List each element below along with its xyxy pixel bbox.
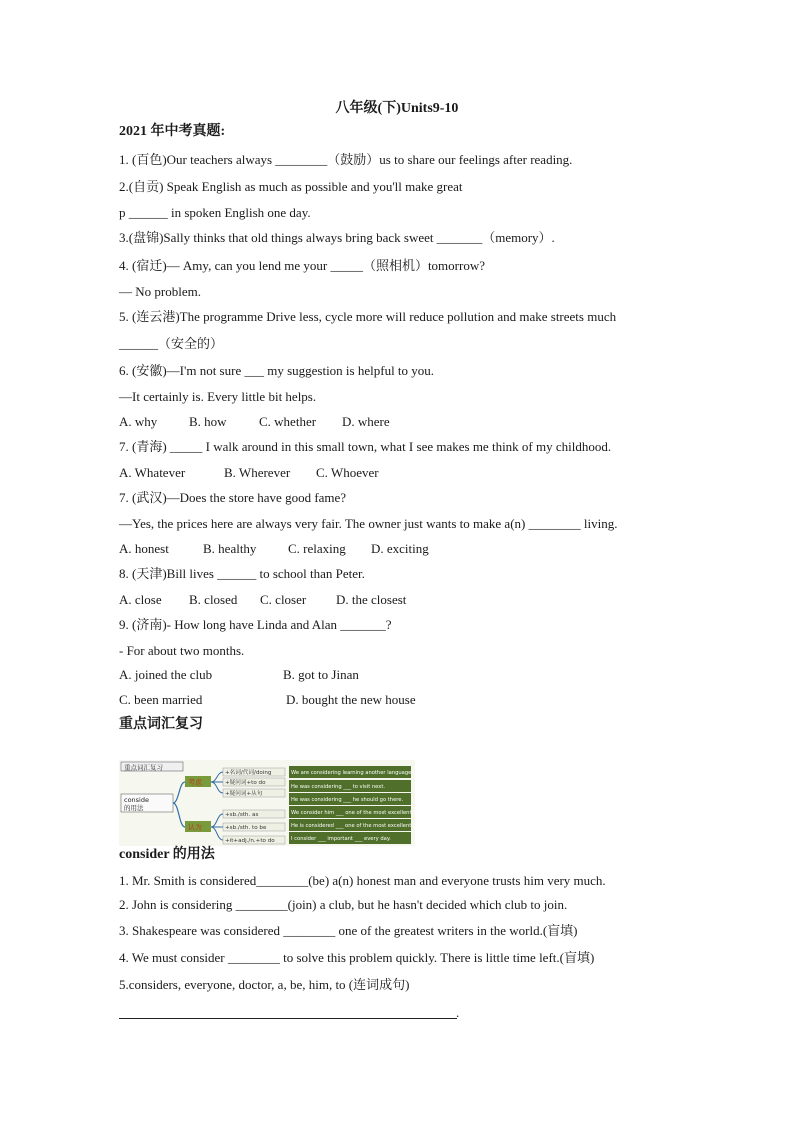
sub-item: +疑问词+to do: [225, 780, 266, 786]
consider-mind-map: [119, 760, 434, 846]
question-9-options-row-1: [119, 667, 359, 683]
question-6-line-2: —It certainly is. Every little bit helps.: [119, 389, 317, 404]
option: A. Whatever: [119, 465, 186, 480]
question-2-line-2: p ______ in spoken English one day.: [119, 205, 311, 220]
question-9-line-1: 9. (济南)- How long have Linda and Alan _______?: [119, 617, 392, 632]
sub-items: [223, 768, 285, 844]
root-label: conside: [124, 796, 149, 804]
option: C. Whoever: [316, 465, 379, 480]
question-7-line-1: 7. (青海) _____ I walk around in this small town, what I see makes me think of my childhood.: [119, 439, 612, 454]
option: B. how: [189, 414, 227, 429]
root-connector: [173, 782, 185, 827]
option: C. relaxing: [288, 541, 346, 556]
option: A. close: [119, 592, 162, 607]
section-heading-exam: 2021 年中考真题:: [119, 124, 226, 139]
question-8: 8. (天津)Bill lives ______ to school than Peter.: [119, 566, 365, 581]
branch-connector-2: [211, 814, 223, 840]
consider-question-3: 3. Shakespeare was considered ________ one of the greatest writers in the world.(盲填): [119, 923, 578, 938]
option: D. bought the new house: [286, 692, 416, 707]
question-7b-line-2: —Yes, the prices here are always very fair. The owner just wants to make a(n) ________ living.: [119, 516, 618, 531]
sub-item: +sb./sth. to be: [225, 825, 267, 831]
sub-item: +疑问词+从句: [225, 791, 263, 797]
option: A. joined the club: [119, 667, 213, 682]
question-7-options: [119, 465, 379, 481]
option: D. the closest: [336, 592, 407, 607]
question-6-options: [119, 414, 390, 430]
consider-question-1: 1. Mr. Smith is considered________(be) a(n) honest man and everyone trusts him very much.: [119, 873, 606, 888]
option: B. Wherever: [224, 465, 291, 480]
option: D. exciting: [371, 541, 429, 556]
option: C. whether: [259, 414, 317, 429]
mind-map-header: 重点词汇复习: [124, 763, 163, 772]
answer-line: [119, 1018, 457, 1019]
option: B. got to Jinan: [283, 667, 359, 682]
consider-question-5: 5.considers, everyone, doctor, a, be, him, to (连词成句): [119, 977, 410, 992]
example: We consider him ___ one of the most excellent players.: [291, 810, 434, 816]
branch-connector-1: [211, 772, 223, 793]
question-6-line-1: 6. (安徽)—I'm not sure ___ my suggestion is helpful to you.: [119, 363, 435, 378]
page-title: 八年级(下)Units9-10: [335, 101, 459, 116]
branch-label-2: 认为: [188, 823, 202, 832]
example-boxes: [289, 766, 434, 844]
question-4-line-2: — No problem.: [119, 284, 201, 299]
question-9-line-2: - For about two months.: [119, 643, 245, 658]
option: A. honest: [119, 541, 169, 556]
option: D. where: [342, 414, 390, 429]
question-5-line-1: 5. (连云港)The programme Drive less, cycle more will reduce pollution and make streets much: [119, 309, 617, 324]
question-1: 1. (百色)Our teachers always ________（鼓励）us to share our feelings after reading.: [119, 152, 573, 167]
section-heading-vocab: 重点词汇复习: [119, 717, 203, 732]
question-3: 3.(盘锦)Sally thinks that old things always bring back sweet _______（memory）.: [119, 230, 555, 245]
example: I consider ___ important ___ every day.: [291, 836, 391, 842]
sub-item: +名词/代词/doing: [225, 770, 272, 776]
question-2-line-1: 2.(自贡) Speak English as much as possible and you'll make great: [119, 179, 463, 194]
option: C. been married: [119, 692, 203, 707]
mind-map-svg: [119, 760, 434, 846]
question-7b-line-1: 7. (武汉)—Does the store have good fame?: [119, 490, 347, 505]
question-5-line-2: ______（安全的）: [119, 336, 224, 351]
section-heading-consider: consider 的用法: [119, 847, 215, 862]
branch-label-1: 考虑: [188, 778, 202, 787]
question-7b-options: [119, 541, 429, 557]
option: A. why: [119, 414, 158, 429]
sub-item: +sb./sth. as: [225, 812, 259, 818]
answer-line-end-mark: .: [456, 1005, 460, 1020]
example: He is considered ___ one of the most excellent players.: [291, 823, 434, 829]
example: He was considering ___ to visit next.: [291, 784, 386, 790]
option: C. closer: [260, 592, 307, 607]
option: B. healthy: [203, 541, 257, 556]
example: He was considering ___ he should go there.: [291, 797, 404, 803]
question-4-line-1: 4. (宿迁)— Amy, can you lend me your _____（照相机）tomorrow?: [119, 258, 485, 273]
sub-item: +it+adj./n.+to do: [225, 838, 275, 844]
question-9-options-row-2: [119, 692, 416, 708]
root-label-2: 的用法: [124, 804, 144, 812]
option: B. closed: [189, 592, 238, 607]
question-8-options: [119, 592, 406, 608]
consider-question-2: 2. John is considering ________(join) a club, but he hasn't decided which club to join.: [119, 897, 568, 912]
consider-question-4: 4. We must consider ________ to solve this problem quickly. There is little time left.(盲填): [119, 950, 595, 965]
example: We are considering learning another language?: [291, 770, 415, 776]
